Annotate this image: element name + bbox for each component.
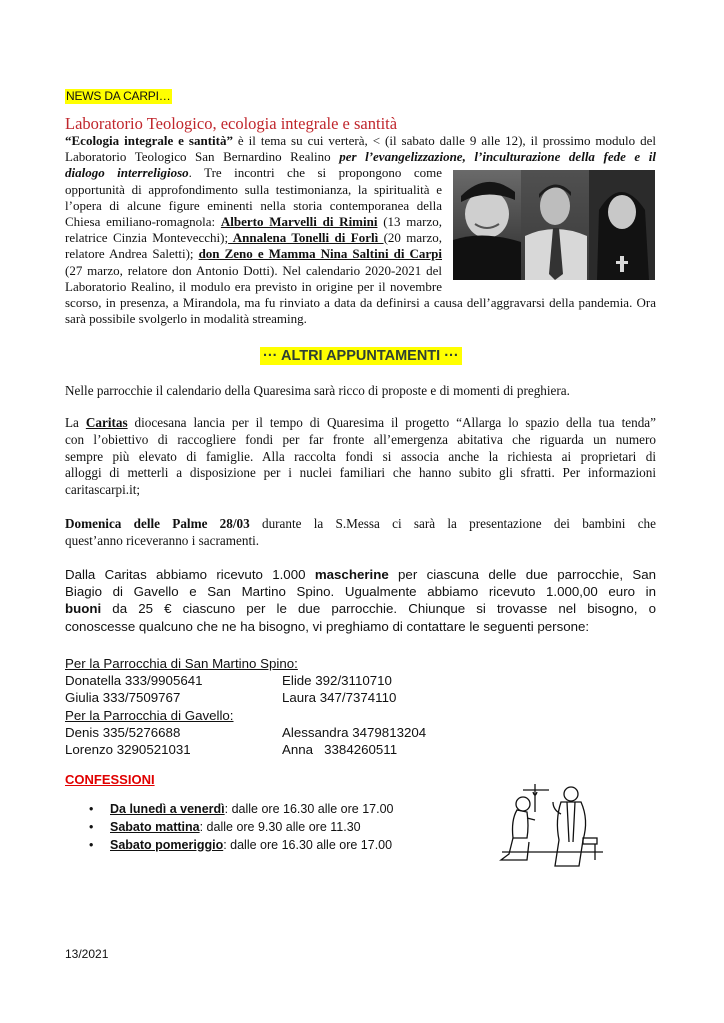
schedule-day: Da lunedì a venerdì bbox=[110, 802, 225, 816]
text-run: conoscesse qualcuno che ne ha bisogno, vi preghiamo di contattare le seguenti persone: bbox=[65, 618, 590, 634]
text-run: scorso, in presenza, a Mirandola, ma fu rinviato a data da definirsi a causa dell’aggravarsi della pandemia. Ora bbox=[65, 295, 656, 311]
contact: Denis 335/5276688 bbox=[65, 724, 181, 740]
contact: Elide 392/3110710 bbox=[282, 673, 392, 689]
schedule-item bbox=[89, 818, 394, 836]
text-line bbox=[65, 311, 656, 327]
gavello-header: Per la Parrocchia di Gavello: bbox=[65, 707, 234, 723]
issue-number: 13/2021 bbox=[65, 947, 109, 961]
laboratorio-title: Laboratorio Teologico, ecologia integrale e santità bbox=[65, 114, 398, 133]
text-line bbox=[65, 230, 442, 246]
quaresima-text: Nelle parrocchie il calendario della Quaresima sarà ricco di proposte e di momenti di preghiera. bbox=[65, 383, 570, 398]
text-run: relatore Andrea Saletti); bbox=[65, 246, 199, 262]
text-run: Alberto Marvelli di Rimini bbox=[220, 214, 378, 230]
news-tag: NEWS DA CARPI… bbox=[66, 89, 171, 103]
contact-row bbox=[65, 724, 426, 741]
confession-drawing bbox=[497, 780, 607, 872]
text-line bbox=[65, 182, 442, 198]
caritas-paragraph bbox=[65, 415, 656, 499]
text-line bbox=[65, 246, 442, 262]
schedule-hours: : dalle ore 16.30 alle ore 17.00 bbox=[224, 802, 394, 816]
contact: Laura 347/7374110 bbox=[282, 690, 397, 706]
text-line bbox=[65, 618, 656, 635]
text-run: Domenica delle Palme 28/03 bbox=[65, 516, 250, 531]
text-line bbox=[65, 165, 442, 181]
text-line bbox=[65, 415, 656, 432]
text-line bbox=[65, 149, 656, 165]
text-run: buoni bbox=[65, 601, 102, 617]
san-martino-header: Per la Parrocchia di San Martino Spino: bbox=[65, 656, 298, 671]
schedule-item bbox=[89, 836, 394, 854]
text-run: Biagio di Gavello e San Martino Spino. Ugualmente abbiamo ricevuto 1.000,00 euro in bbox=[65, 584, 656, 600]
text-run: relatrice Cinzia Montevecchi); bbox=[65, 230, 229, 246]
text-run: La bbox=[65, 415, 86, 430]
contact-row bbox=[65, 689, 426, 706]
text-run: sarà possibile svolgerlo in modalità streaming. bbox=[65, 311, 307, 327]
text-run: per ciascuna delle due parrocchie, San bbox=[388, 567, 656, 582]
text-run: da 25 € ciascuno per le due parrocchie. Chiunque si trovasse nel bisogno, o bbox=[101, 601, 656, 617]
text-line bbox=[65, 533, 656, 550]
text-run: con l’obiettivo di raccogliere fondi per far fronte all’emergenza abitativa che riguarda un numero bbox=[65, 431, 656, 447]
contact: Alessandra 3479813204 bbox=[282, 724, 427, 740]
schedule-day: Sabato pomeriggio bbox=[110, 838, 224, 852]
text-run: (27 marzo, relatore don Antonio Dotti). Nel calendario 2020-2021 del bbox=[65, 262, 442, 278]
text-line bbox=[65, 465, 656, 482]
text-line bbox=[65, 449, 656, 466]
text-run: Laboratorio Realino, il modulo era previsto in origine per il novembre bbox=[65, 278, 442, 294]
contact: Donatella 333/9905641 bbox=[65, 673, 203, 689]
text-line bbox=[65, 482, 656, 499]
contact: Lorenzo 3290521031 bbox=[65, 742, 191, 758]
text-line bbox=[65, 279, 442, 295]
text-run: Dalla Caritas abbiamo ricevuto 1.000 bbox=[65, 567, 315, 582]
text-run: . Tre incontri che si propongono come bbox=[188, 165, 442, 181]
confessioni-title: CONFESSIONI bbox=[65, 772, 155, 787]
altri-appuntamenti-header: ··· ALTRI APPUNTAMENTI ··· bbox=[260, 347, 462, 365]
text-run: (13 marzo, bbox=[377, 214, 443, 230]
text-run: sempre più elevato di famiglie. Alla raccolta fondi si associa anche la richiesta ai proprietari di bbox=[65, 448, 656, 464]
text-run: Caritas bbox=[85, 415, 128, 430]
text-line bbox=[65, 583, 656, 600]
three-figures-photo bbox=[453, 170, 655, 280]
schedule-hours: : dalle ore 16.30 alle ore 17.00 bbox=[223, 838, 393, 852]
text-run: diocesana lancia per il tempo di Quaresima il progetto “Allarga lo spazio della tua tenda” bbox=[127, 415, 656, 430]
contact: Anna 3384260511 bbox=[282, 742, 398, 758]
contact: Giulia 333/7509767 bbox=[65, 690, 181, 706]
schedule-item bbox=[89, 800, 394, 818]
confession-illustration bbox=[497, 780, 607, 872]
mascherine-paragraph bbox=[65, 566, 656, 635]
text-line bbox=[65, 566, 656, 583]
text-line bbox=[65, 214, 442, 230]
confessioni-schedule bbox=[89, 800, 394, 854]
text-line bbox=[65, 133, 656, 149]
contact-row bbox=[65, 741, 426, 758]
text-run: Annalena Tonelli di Forlì bbox=[228, 230, 384, 246]
text-line bbox=[65, 295, 656, 311]
text-run: alloggi di metterli a disposizione per i nuclei familiari che hanno subito gli sfratti. Per informazioni bbox=[65, 465, 656, 481]
text-run: durante la S.Messa ci sarà la presentazione dei bambini che bbox=[249, 516, 656, 531]
text-run: è il tema su cui verterà, < (il sabato dalle 9 alle 12), il prossimo modulo del bbox=[232, 133, 656, 148]
text-line bbox=[65, 263, 442, 279]
text-run: Laboratorio Teologico San Bernardino Realino bbox=[65, 149, 340, 165]
text-run: caritascarpi.it; bbox=[65, 482, 141, 498]
text-run: (20 marzo, bbox=[383, 230, 442, 246]
contacts-list bbox=[65, 655, 426, 758]
quaresima-paragraph bbox=[65, 383, 656, 400]
text-run: quest’anno riceveranno i sacramenti. bbox=[65, 532, 260, 548]
text-line bbox=[65, 516, 656, 533]
text-run: dialogo interreligioso bbox=[65, 165, 189, 181]
contact-row bbox=[65, 672, 426, 689]
palme-paragraph bbox=[65, 516, 656, 550]
text-run: opportunità di approfondimento sulla testimonianza, la spiritualità e bbox=[65, 181, 442, 197]
schedule-hours: : dalle ore 9.30 alle ore 11.30 bbox=[199, 820, 361, 834]
text-run: per l’evangelizzazione, l’inculturazione della fede e il bbox=[339, 149, 656, 165]
text-line bbox=[65, 432, 656, 449]
text-run: Chiesa emiliano-romagnola: bbox=[65, 214, 221, 230]
text-run: don Zeno e Mamma Nina Saltini di Carpi bbox=[198, 246, 443, 262]
text-line bbox=[65, 198, 442, 214]
schedule-day: Sabato mattina bbox=[110, 820, 200, 834]
text-run: mascherine bbox=[314, 567, 389, 582]
text-line bbox=[65, 600, 656, 617]
text-run: “Ecologia integrale e santità” bbox=[65, 133, 233, 148]
photo-image bbox=[453, 170, 655, 280]
text-run: l’opera di alcune figure eminenti nella storia contemporanea della bbox=[65, 197, 442, 213]
